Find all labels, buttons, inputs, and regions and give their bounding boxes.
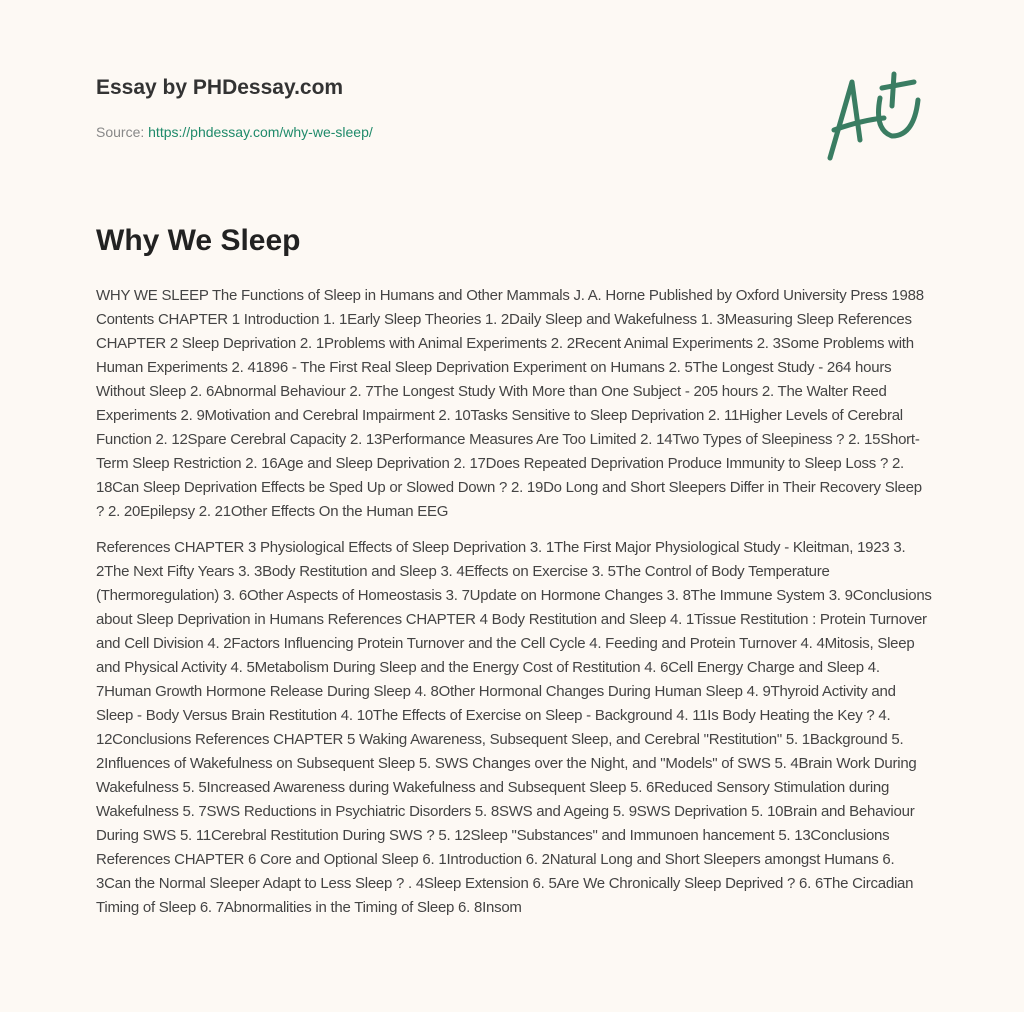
site-header [96,76,343,100]
article-paragraph: References CHAPTER 3 Physiological Effects of Sleep Deprivation 3. 1The First Major Physiological Study - Kleitman, 1923 3. 2The Next Fifty Years 3. 3Body Restitution and Sleep 3. 4Effects on Exercise 3. 5The Control of Body Temperature (Thermoregulation) 3. 6Other Aspects of Homeostasis 3. 7Update on Hormone Changes 3. 8The Immune System 3. 9Conclusions about Sleep Deprivation in Humans References CHAPTER 4 Body Restitution and Sleep 4. 1Tissue Restitution : Protein Turnover and Cell Division 4. 2Factors Influencing Protein Turnover and the Cell Cycle 4. Feeding and Protein Turnover 4. 4Mitosis, Sleep and Physical Activity 4. 5Metabolism During Sleep and the Energy Cost of Restitution 4. 6Cell Energy Charge and Sleep 4. 7Human Growth Hormone Release During Sleep 4. 8Other Hormonal Changes During Human Sleep 4. 9Thyroid Activity and Sleep - Body Versus Brain Restitution 4. 10The Effects of Exercise on Sleep - Background 4. 11Is Body Heating the Key ? 4. 12Conclusions References CHAPTER 5 Waking Awareness, Subsequent Sleep, and Cerebral "Restitution" 5. 1Background 5. 2Influences of Wakefulness on Subsequent Sleep 5. SWS Changes over the Night, and "Models" of SWS 5. 4Brain Work During Wakefulness 5. 5Increased Awareness during Wakefulness and Subsequent Sleep 5. 6Reduced Sensory Stimulation during Wakefulness 5. 7SWS Reductions in Psychiatric Disorders 5. 8SWS and Ageing 5. 9SWS Deprivation 5. 10Brain and Behaviour During SWS 5. 11Cerebral Restitution During SWS ? 5. 12Sleep "Substances" and Immunoen hancement 5. 13Conclusions References CHAPTER 6 Core and Optional Sleep 6. 1Introduction 6. 2Natural Long and Short Sleepers amongst Humans 6. 3Can the Normal Sleeper Adapt to Less Sleep ? . 4Sleep Extension 6. 5Are We Chronically Sleep Deprived ? 6. 6The Circadian Timing of Sleep 6. 7Abnormalities in the Timing of Sleep 6. 8Insom [96,539,932,916]
source-link[interactable]: https://phdessay.com/why-we-sleep/ [148,124,373,140]
a-plus-logo-icon [822,70,932,165]
brand-title: Essay by PHDessay.com [96,76,344,99]
source-label: Source: [96,124,145,140]
article-paragraph: WHY WE SLEEP The Functions of Sleep in Humans and Other Mammals J. A. Horne Published by Oxford University Press 1988 Contents CHAPTER 1 Introduction 1. 1Early Sleep Theories 1. 2Daily Sleep and Wakefulness 1. 3Measuring Sleep References CHAPTER 2 Sleep Deprivation 2. 1Problems with Animal Experiments 2. 2Recent Animal Experiments 2. 3Some Problems with Human Experiments 2. 41896 - The First Real Sleep Deprivation Experiment on Humans 2. 5The Longest Study - 264 hours Without Sleep 2. 6Abnormal Behaviour 2. 7The Longest Study With More than One Subject - 205 hours 2. The Walter Reed Experiments 2. 9Motivation and Cerebral Impairment 2. 10Tasks Sensitive to Sleep Deprivation 2. 11Higher Levels of Cerebral Function 2. 12Spare Cerebral Capacity 2. 13Performance Measures Are Too Limited 2. 14Two Types of Sleepiness ? 2. 15Short-Term Sleep Restriction 2. 16Age and Sleep Deprivation 2. 17Does Repeated Deprivation Produce Immunity to Sleep Loss ? 2. 18Can Sleep Deprivation Effects be Sped Up or Slowed Down ? 2. 19Do Long and Short Sleepers Differ in Their Recovery Sleep ? 2. 20Epilepsy 2. 21Other Effects On the Human EEG [96,287,924,520]
source-line [96,124,373,140]
article-title: Why We Sleep [96,224,301,257]
article-body [96,284,932,932]
